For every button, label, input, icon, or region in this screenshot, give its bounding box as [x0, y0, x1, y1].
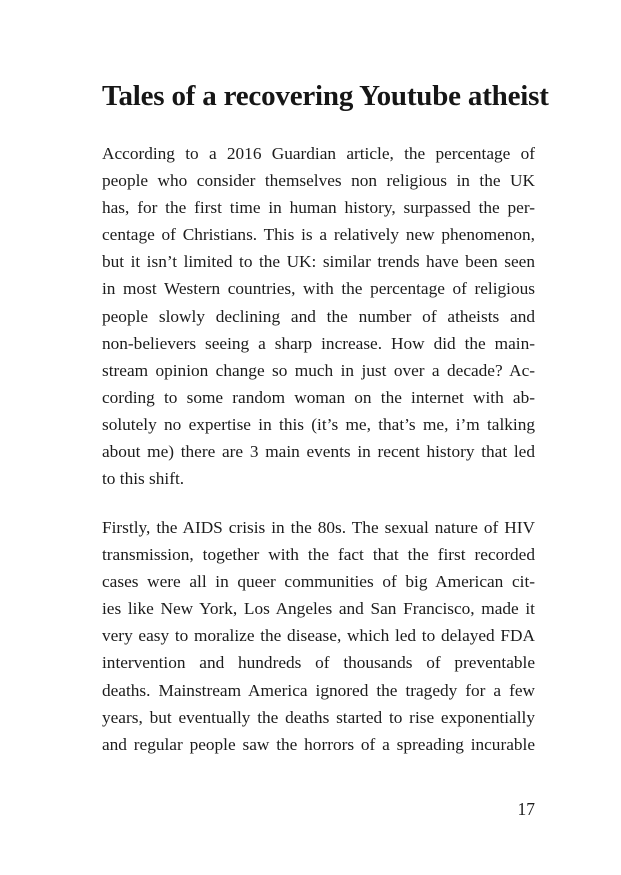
text-line: solutely no expertise in this (it’s me, that’s me, i’m talking	[102, 414, 535, 434]
text-line: cording to some random woman on the internet with ab-	[102, 387, 535, 407]
text-line: people who consider themselves non religious in the UK	[102, 171, 535, 191]
text-line: years, but eventually the deaths started to rise exponentially	[102, 707, 535, 727]
text-line: about me) there are 3 main events in recent history that led	[102, 442, 535, 462]
text-line: non-believers seeing a sharp increase. How did the main-	[102, 333, 535, 353]
text-line: and regular people saw the horrors of a spreading incurable	[102, 734, 535, 754]
text-line: people slowly declining and the number of atheists and	[102, 306, 535, 326]
paragraph-2	[102, 514, 535, 758]
text-line: in most Western countries, with the percentage of religious	[102, 279, 535, 299]
text-line: According to a 2016 Guardian article, the percentage of	[102, 144, 535, 163]
text-line: centage of Christians. This is a relatively new phenomenon,	[102, 225, 535, 245]
text-line: stream opinion change so much in just over a decade? Ac-	[102, 360, 535, 380]
text-line: to this shift.	[102, 469, 185, 489]
text-line: Firstly, the AIDS crisis in the 80s. The sexual nature of HIV	[102, 518, 535, 537]
text-line: but it isn’t limited to the UK: similar trends have been seen	[102, 252, 535, 272]
text-line: has, for the first time in human history, surpassed the per-	[102, 198, 535, 218]
text-line: intervention and hundreds of thousands of preventable	[102, 653, 535, 673]
paragraph-1	[102, 140, 535, 492]
page-title: Tales of a recovering Youtube atheist	[102, 80, 549, 112]
text-line: very easy to moralize the disease, which led to delayed FDA	[102, 626, 535, 646]
text-line: ies like New York, Los Angeles and San Francisco, made it	[102, 599, 535, 619]
page-number: 17	[517, 799, 535, 819]
text-line: deaths. Mainstream America ignored the tragedy for a few	[102, 680, 535, 700]
text-line: transmission, together with the fact that the first recorded	[102, 545, 535, 565]
text-line: cases were all in queer communities of big American cit-	[102, 572, 535, 592]
